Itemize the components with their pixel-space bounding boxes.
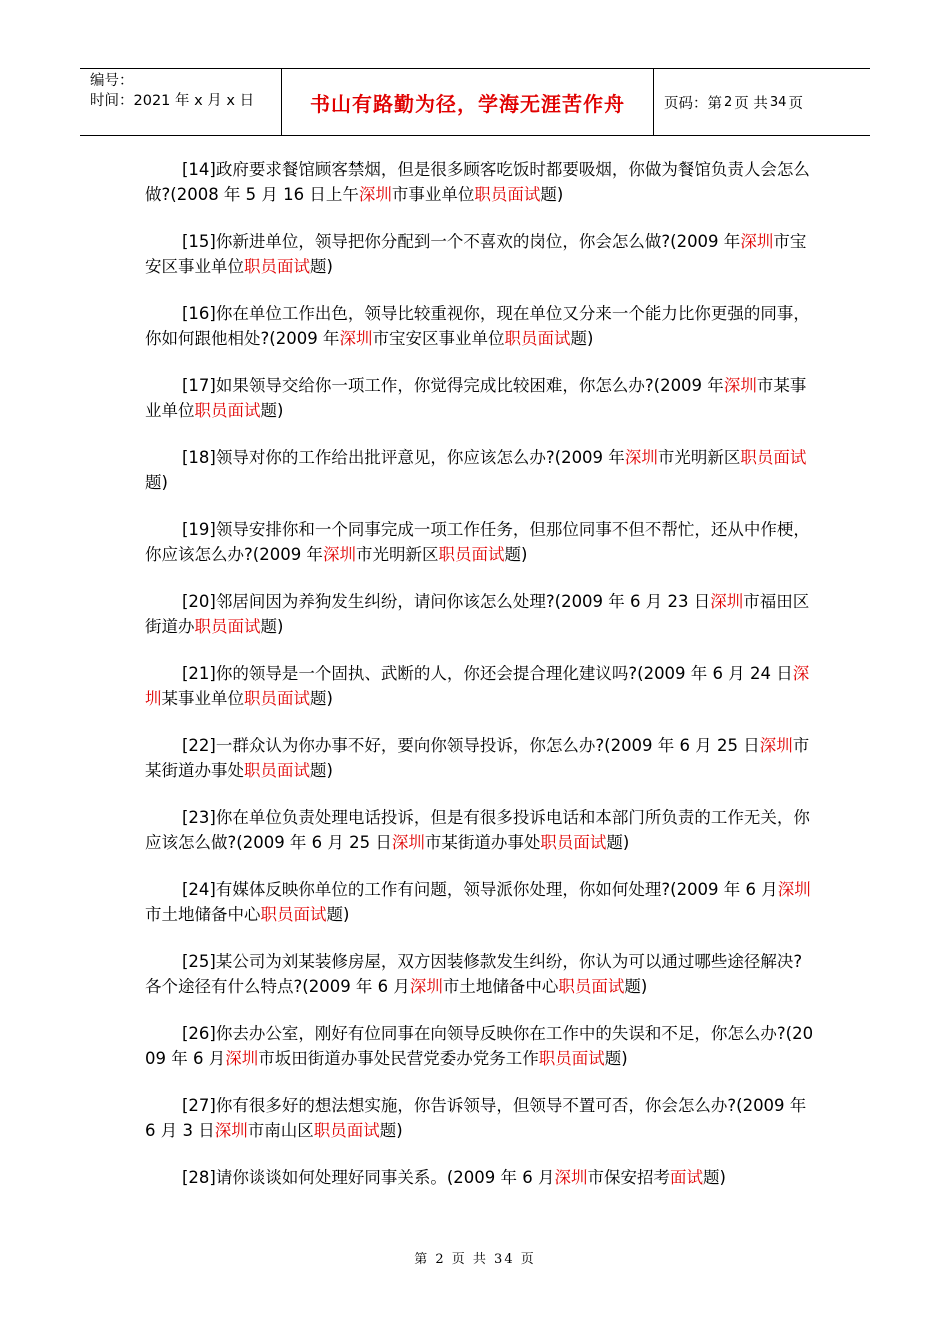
- highlight-keyword: 深圳: [740, 232, 774, 251]
- highlight-keyword: 面试: [670, 1168, 704, 1187]
- question-text: [21]你的领导是一个固执、武断的人，你还会提合理化建议吗?(2009 年 6 月 24 日: [182, 664, 793, 683]
- question-text: 题): [703, 1168, 726, 1187]
- highlight-keyword: 深圳: [624, 448, 658, 467]
- highlight-keyword: 深圳: [710, 592, 744, 611]
- question-item: [145, 733, 815, 783]
- highlight-keyword: 深圳: [358, 185, 392, 204]
- question-text: 题): [145, 473, 168, 492]
- header-motto: 书山有路勤为径，学海无涯苦作舟: [282, 69, 654, 135]
- question-text: [24]有媒体反映你单位的工作有问题，领导派你处理，你如何处理?(2009 年 6 月: [182, 880, 778, 899]
- question-item: [145, 373, 815, 423]
- header-left-cell: [80, 69, 282, 135]
- question-text: 题): [624, 977, 648, 996]
- question-text: 市南山区: [247, 1121, 314, 1140]
- highlight-keyword: 职员面试: [260, 905, 327, 924]
- question-text: 题): [504, 545, 528, 564]
- highlight-keyword: 职员面试: [244, 689, 310, 708]
- question-text: 市事业单位: [391, 185, 475, 204]
- page-header: [80, 68, 870, 136]
- question-text: [18]领导对你的工作给出批评意见，你应该怎么办?(2009 年: [182, 448, 625, 467]
- question-text: 题): [379, 1121, 403, 1140]
- highlight-keyword: 深圳: [339, 329, 373, 348]
- question-item: [145, 1021, 815, 1071]
- highlight-keyword: 职员面试: [194, 617, 261, 636]
- highlight-keyword: 深圳: [391, 833, 425, 852]
- highlight-keyword: 深圳: [759, 736, 793, 755]
- question-text: 市土地储备中心: [145, 905, 261, 924]
- question-text: 题): [310, 689, 333, 708]
- question-text: 市保安招考: [587, 1168, 671, 1187]
- question-text: [26]你去办公室，刚好有位同事在向领导反映你在工作中的失误和不足，你怎么办?(2009 年 6 月: [145, 1024, 814, 1068]
- document-time-label: 时间：2021 年 x 月 x 日: [90, 93, 255, 109]
- highlight-keyword: 深圳: [145, 664, 810, 708]
- question-text: [16]你在单位工作出色，领导比较重视你，现在单位又分来一个能力比你更强的同事，你如何跟他相处?(2009 年: [145, 304, 810, 348]
- highlight-keyword: 职员面试: [244, 257, 310, 276]
- question-text: 某事业单位: [161, 689, 244, 708]
- question-text: 市光明新区: [657, 448, 741, 467]
- question-text: 市坂田街道办事处民营党委办党务工作: [258, 1049, 539, 1068]
- question-text: 题): [540, 185, 564, 204]
- question-text: 题): [260, 617, 284, 636]
- highlight-keyword: 深圳: [322, 545, 356, 564]
- highlight-keyword: 职员面试: [244, 761, 310, 780]
- question-text: 市光明新区: [355, 545, 439, 564]
- page-total: 34: [769, 94, 787, 110]
- question-text: [28]请你谈谈如何处理好同事关系。(2009 年 6 月: [182, 1168, 555, 1187]
- question-text: 市福田区街道办: [145, 592, 810, 636]
- question-item: [145, 805, 815, 855]
- question-text: [14]政府要求餐馆顾客禁烟，但是很多顾客吃饭时都要吸烟，你做为餐馆负责人会怎么做?(2008 年 5 月 16 日上午: [145, 160, 810, 204]
- highlight-keyword: 深圳: [225, 1049, 259, 1068]
- question-text: 题): [570, 329, 594, 348]
- page-footer: 第 2 页 共 34 页: [414, 1252, 536, 1267]
- question-text: 题): [326, 905, 350, 924]
- question-text: 市土地储备中心: [442, 977, 559, 996]
- question-item: [145, 1165, 815, 1190]
- question-text: 市某事业单位: [145, 376, 807, 420]
- question-text: 题): [606, 833, 630, 852]
- highlight-keyword: 职员面试: [504, 329, 571, 348]
- question-text: [20]邻居间因为养狗发生纠纷，请问你该怎么处理?(2009 年 6 月 23 日: [182, 592, 711, 611]
- question-text: 市某街道办事处: [145, 736, 810, 780]
- page-current: 2: [724, 94, 733, 110]
- question-item: [145, 301, 815, 351]
- highlight-keyword: 职员面试: [474, 185, 541, 204]
- highlight-keyword: 职员面试: [313, 1121, 380, 1140]
- question-text: 题): [310, 257, 333, 276]
- highlight-keyword: 深圳: [777, 880, 811, 899]
- page-prefix: 页码：第: [664, 95, 722, 112]
- question-text: [23]你在单位负责处理电话投诉，但是有很多投诉电话和本部门所负责的工作无关，你应该怎么做?(2009 年 6 月 25 日: [145, 808, 810, 852]
- question-text: [19]领导安排你和一个同事完成一项工作任务，但那位同事不但不帮忙，还从中作梗，你应该怎么办?(2009 年: [145, 520, 810, 564]
- highlight-keyword: 职员面试: [194, 401, 261, 420]
- question-item: [145, 661, 815, 711]
- highlight-keyword: 深圳: [214, 1121, 248, 1140]
- highlight-keyword: 深圳: [723, 376, 757, 395]
- question-text: 题): [604, 1049, 628, 1068]
- question-item: [145, 445, 815, 495]
- question-text: [22]一群众认为你办事不好，要向你领导投诉，你怎么办?(2009 年 6 月 25 日: [182, 736, 760, 755]
- document-number-label: 编号：: [90, 73, 134, 89]
- highlight-keyword: 职员面试: [740, 448, 807, 467]
- question-item: [145, 1093, 815, 1143]
- page-mid: 页 共: [734, 95, 768, 112]
- highlight-keyword: 深圳: [409, 977, 443, 996]
- question-item: [145, 949, 815, 999]
- page-suffix: 页: [788, 95, 803, 112]
- highlight-keyword: 职员面试: [540, 833, 607, 852]
- highlight-keyword: 职员面试: [438, 545, 505, 564]
- question-text: 市宝安区事业单位: [145, 232, 807, 276]
- question-text: 市宝安区事业单位: [372, 329, 505, 348]
- question-text: 市某街道办事处: [424, 833, 541, 852]
- question-item: [145, 517, 815, 567]
- highlight-keyword: 深圳: [554, 1168, 588, 1187]
- question-text: [15]你新进单位，领导把你分配到一个不喜欢的岗位，你会怎么做?(2009 年: [182, 232, 741, 251]
- question-text: 题): [310, 761, 333, 780]
- highlight-keyword: 职员面试: [558, 977, 625, 996]
- question-text: [27]你有很多好的想法想实施，你告诉领导，但领导不置可否，你会怎么办?(2009 年 6 月 3 日: [145, 1096, 807, 1140]
- question-item: [145, 229, 815, 279]
- question-text: [25]某公司为刘某装修房屋，双方因装修款发生纠纷，你认为可以通过哪些途径解决?各个途径有什么特点?(2009 年 6 月: [145, 952, 803, 996]
- question-item: [145, 157, 815, 207]
- question-item: [145, 877, 815, 927]
- question-text: [17]如果领导交给你一项工作，你觉得完成比较困难，你怎么办?(2009 年: [182, 376, 724, 395]
- question-text: 题): [260, 401, 284, 420]
- highlight-keyword: 职员面试: [538, 1049, 605, 1068]
- question-item: [145, 589, 815, 639]
- header-page-indicator: [654, 69, 870, 135]
- question-list: [145, 157, 815, 1212]
